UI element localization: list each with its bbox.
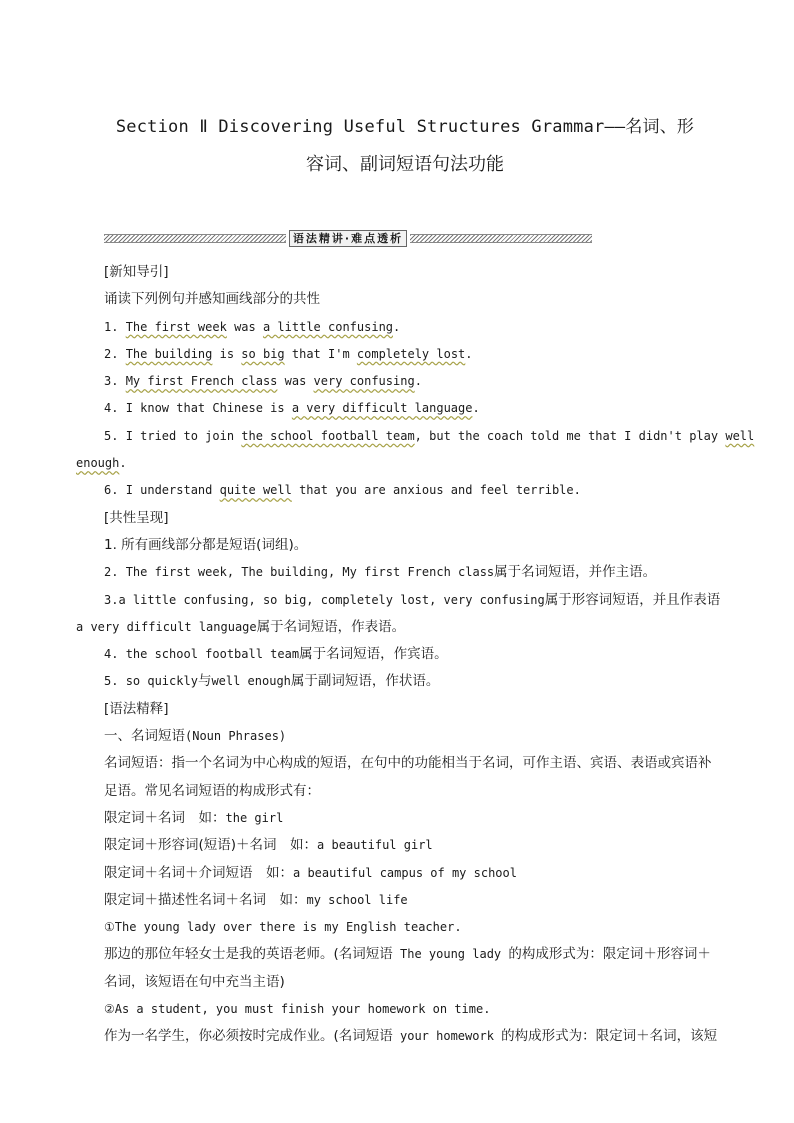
banner-label: 语法精讲·难点透析 [289,230,407,247]
example-5-cont: enough. [76,456,127,471]
example-5: 5. I tried to join the school football team, but the coach told me that I didn't play well [104,428,755,443]
noun-phrase-definition: 名词短语：指一个名词为中心构成的短语，在句中的功能相当于名词，可作主语、宾语、表语或宾语补足语。常见名词短语的构成形式有： [104,755,712,799]
example-2: 2. The building is so big that I'm completely lost. [104,346,473,361]
common-point-3-cont: a very difficult language属于名词短语，作表语。 [76,618,406,635]
common-point-3: 3.a little confusing, so big, completely lost, very confusing属于形容词短语，并且作表语 [104,591,721,608]
form-3: 限定词＋名词＋介词短语 如：a beautiful campus of my school [104,864,517,881]
banner-hatch-left [104,234,286,243]
title-line-2: 容词、副词短语句法功能 [306,154,504,175]
example-translation-1: 那边的那位年轻女士是我的英语老师。(名词短语 The young lady 的构成形式为：限定词＋形容词＋名词，该短语在句中充当主语) [104,946,711,990]
example-6: 6. I understand quite well that you are anxious and feel terrible. [104,483,581,498]
example-1: 1. The first week was a little confusing. [104,319,401,334]
common-point-2: 2. The first week, The building, My first French class属于名词短语，并作主语。 [104,564,657,581]
common-heading: [共性呈现] [104,509,169,526]
common-point-5: 5. so quickly与well enough属于副词短语，作状语。 [104,673,440,690]
common-point-1: 1. 所有画线部分都是短语(词组)。 [104,536,308,553]
section-banner [104,229,592,247]
title-line-1: Section Ⅱ Discovering Useful Structures Grammar——名词、形 [115,117,695,137]
example-4: 4. I know that Chinese is a very difficult language. [104,401,480,416]
common-point-4: 4. the school football team属于名词短语，作宾语。 [104,646,448,663]
grammar-heading: [语法精释] [104,700,169,717]
intro-heading: [新知导引] [104,264,169,280]
banner-hatch-right [410,234,592,243]
example-sentence-2: ②As a student, you must finish your homework on time. [104,1002,491,1017]
document-body [76,259,755,1051]
section-noun-phrases: 一、名词短语(Noun Phrases) [104,728,287,745]
form-2: 限定词＋形容词(短语)＋名词 如：a beautiful girl [104,837,433,854]
form-1: 限定词＋名词 如：the girl [104,809,284,826]
example-3: 3. My first French class was very confusing. [104,374,422,389]
example-translation-2: 作为一名学生，你必须按时完成作业。(名词短语 your homework 的构成形式为：限定词＋名词，该短 [104,1028,718,1045]
form-4: 限定词＋描述性名词＋名词 如：my school life [104,891,408,908]
intro-instruction: 诵读下列例句并感知画线部分的共性 [104,291,320,308]
page-title [60,108,750,184]
example-sentence-1: ①The young lady over there is my English teacher. [104,920,462,935]
